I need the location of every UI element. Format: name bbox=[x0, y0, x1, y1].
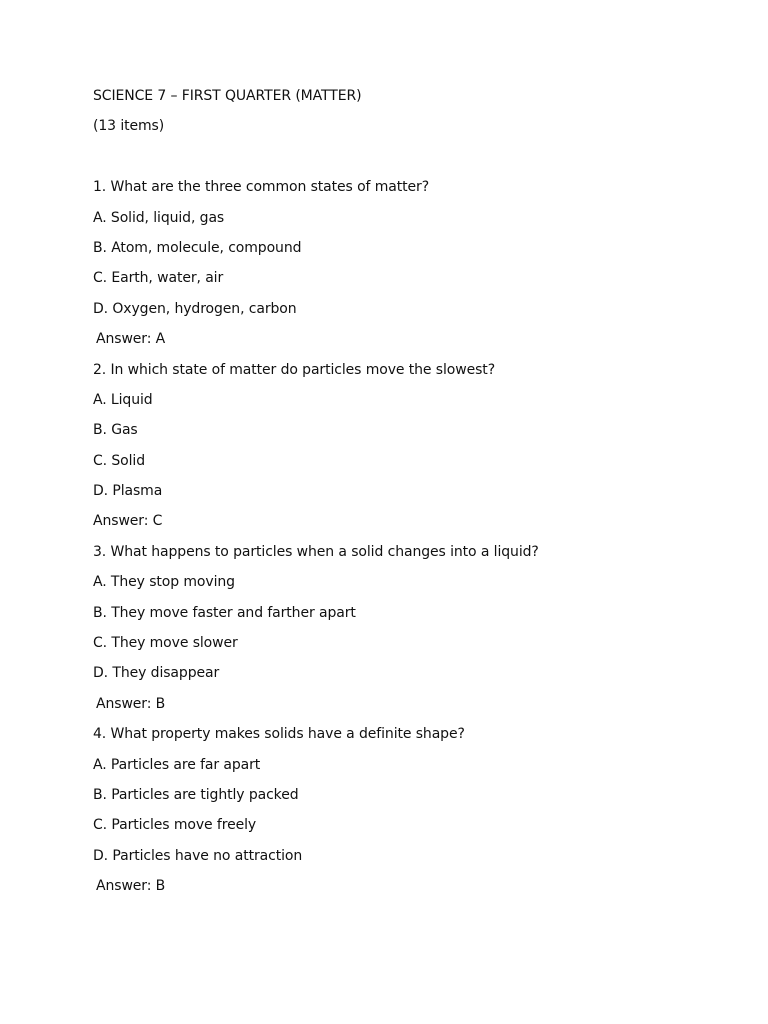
document-body bbox=[93, 86, 713, 907]
option-b: B. They move faster and farther apart bbox=[93, 604, 356, 621]
option-c: C. Particles move freely bbox=[93, 817, 257, 834]
option-c: C. Solid bbox=[93, 452, 145, 469]
option-a: A. Liquid bbox=[93, 391, 153, 408]
option-a: A. Particles are far apart bbox=[93, 756, 261, 773]
item-count: (13 items) bbox=[93, 118, 165, 135]
option-b: B. Gas bbox=[93, 422, 138, 439]
question-block-2 bbox=[93, 360, 713, 532]
question-text: 3. What happens to particles when a solid changes into a liquid? bbox=[93, 543, 539, 560]
option-a: A. Solid, liquid, gas bbox=[93, 209, 225, 226]
option-d: D. Oxygen, hydrogen, carbon bbox=[93, 300, 297, 317]
question-text: 4. What property makes solids have a definite shape? bbox=[93, 726, 465, 743]
question-block-3 bbox=[93, 542, 713, 714]
option-d: D. Plasma bbox=[93, 483, 163, 500]
option-c: C. They move slower bbox=[93, 635, 238, 652]
option-b: B. Particles are tightly packed bbox=[93, 786, 299, 803]
answer-line: Answer: A bbox=[96, 331, 166, 348]
document-title: SCIENCE 7 – FIRST QUARTER (MATTER) bbox=[93, 88, 362, 104]
question-block-1 bbox=[93, 177, 713, 349]
blank-line bbox=[93, 147, 713, 167]
question-text: 2. In which state of matter do particles move the slowest? bbox=[93, 361, 496, 378]
answer-line: Answer: B bbox=[96, 878, 166, 895]
question-text: 1. What are the three common states of matter? bbox=[93, 179, 430, 196]
answer-line: Answer: B bbox=[96, 695, 166, 712]
option-c: C. Earth, water, air bbox=[93, 270, 224, 287]
option-b: B. Atom, molecule, compound bbox=[93, 239, 302, 256]
option-d: D. They disappear bbox=[93, 665, 220, 682]
option-a: A. They stop moving bbox=[93, 574, 235, 591]
option-d: D. Particles have no attraction bbox=[93, 847, 303, 864]
question-block-4 bbox=[93, 724, 713, 896]
answer-line: Answer: C bbox=[93, 513, 163, 530]
